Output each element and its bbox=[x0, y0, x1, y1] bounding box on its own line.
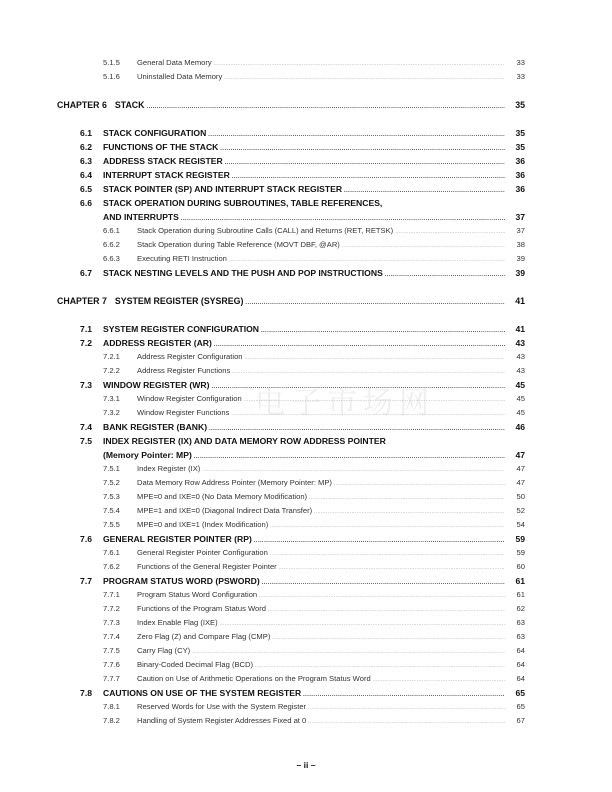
entry-number: CHAPTER 6 bbox=[57, 100, 107, 110]
entry-number: 7.5.4 bbox=[103, 506, 120, 515]
entry-title: PROGRAM STATUS WORD (PSWORD) bbox=[103, 576, 260, 586]
entry-number: 6.3 bbox=[80, 156, 92, 166]
toc-subsection-entry bbox=[103, 546, 525, 560]
toc-section-entry bbox=[60, 686, 525, 700]
entry-number: 6.6.3 bbox=[103, 254, 120, 263]
toc-section-entry bbox=[60, 434, 525, 448]
entry-title: STACK CONFIGURATION bbox=[103, 128, 207, 138]
toc-subsection-entry bbox=[103, 504, 525, 518]
dot-leader bbox=[229, 253, 505, 267]
entry-page: 59 bbox=[515, 534, 525, 544]
dot-leader bbox=[245, 296, 505, 310]
entry-number: 7.3 bbox=[80, 380, 92, 390]
entry-title: STACK POINTER (SP) AND INTERRUPT STACK REGISTER bbox=[103, 184, 343, 194]
entry-title: General Register Pointer Configuration bbox=[137, 548, 268, 557]
entry-title: Caution on Use of Arithmetic Operations on the Program Status Word bbox=[137, 674, 371, 683]
entry-page: 33 bbox=[516, 58, 525, 67]
toc-chapter-entry bbox=[57, 98, 525, 112]
dot-leader bbox=[232, 365, 505, 379]
toc-subsection-entry bbox=[103, 602, 525, 616]
entry-number: CHAPTER 7 bbox=[57, 296, 107, 306]
entry-title: ADDRESS REGISTER (AR) bbox=[103, 338, 212, 348]
entry-page: 43 bbox=[515, 338, 525, 348]
entry-number: 7.5.2 bbox=[103, 478, 120, 487]
entry-number: 7.8 bbox=[80, 688, 92, 698]
entry-number: 7.8.1 bbox=[103, 702, 120, 711]
entry-number: 7.7.1 bbox=[103, 590, 120, 599]
entry-page: 59 bbox=[516, 548, 525, 557]
toc-section-entry bbox=[60, 336, 525, 350]
toc-subsection-entry bbox=[103, 476, 525, 490]
dot-leader bbox=[385, 268, 505, 282]
toc-section-entry bbox=[60, 420, 525, 434]
entry-page: 35 bbox=[515, 142, 525, 152]
dot-leader bbox=[373, 673, 505, 687]
entry-number: 7.5 bbox=[80, 436, 92, 446]
entry-title: Zero Flag (Z) and Compare Flag (CMP) bbox=[137, 632, 271, 641]
entry-page: 39 bbox=[515, 268, 525, 278]
toc-subsection-entry bbox=[103, 658, 525, 672]
dot-leader bbox=[147, 100, 505, 114]
entry-page: 36 bbox=[515, 170, 525, 180]
toc-section-entry bbox=[60, 322, 525, 336]
entry-title: Carry Flag (CY) bbox=[137, 646, 191, 655]
entry-page: 37 bbox=[516, 226, 525, 235]
entry-page: 39 bbox=[516, 254, 525, 263]
dot-leader bbox=[270, 519, 505, 533]
toc-subsection-entry bbox=[103, 70, 525, 84]
entry-number: 6.6.1 bbox=[103, 226, 120, 235]
entry-number: 6.1 bbox=[80, 128, 92, 138]
toc-subsection-entry bbox=[103, 714, 525, 728]
entry-title: INDEX REGISTER (IX) AND DATA MEMORY ROW ADDRESS POINTER bbox=[103, 436, 386, 446]
dot-leader bbox=[279, 561, 505, 575]
toc-section-entry bbox=[60, 140, 525, 154]
entry-page: 64 bbox=[516, 646, 525, 655]
toc-section-entry bbox=[60, 182, 525, 196]
dot-leader bbox=[270, 547, 505, 561]
entry-title: GENERAL REGISTER POINTER (RP) bbox=[103, 534, 252, 544]
entry-number: 7.5.3 bbox=[103, 492, 120, 501]
entry-number: 7.7.6 bbox=[103, 660, 120, 669]
entry-page: 67 bbox=[516, 716, 525, 725]
entry-title: MPE=0 and IXE=0 (No Data Memory Modification) bbox=[137, 492, 308, 501]
entry-title: Binary-Coded Decimal Flag (BCD) bbox=[137, 660, 254, 669]
dot-leader bbox=[214, 57, 505, 71]
entry-page: 63 bbox=[516, 618, 525, 627]
entry-page: 47 bbox=[515, 450, 525, 460]
entry-page: 43 bbox=[516, 352, 525, 361]
entry-number: 6.6.2 bbox=[103, 240, 120, 249]
toc-section-entry bbox=[60, 210, 525, 224]
entry-title: Reserved Words for Use with the System Register bbox=[137, 702, 307, 711]
dot-leader bbox=[272, 631, 505, 645]
entry-title: Functions of the Program Status Word bbox=[137, 604, 267, 613]
entry-page: 60 bbox=[516, 562, 525, 571]
entry-number: 6.2 bbox=[80, 142, 92, 152]
entry-page: 61 bbox=[516, 590, 525, 599]
toc-subsection-entry bbox=[103, 490, 525, 504]
toc-subsection-entry bbox=[103, 462, 525, 476]
entry-title: Executing RETI Instruction bbox=[137, 254, 227, 263]
toc-subsection-entry bbox=[103, 56, 525, 70]
entry-number: 7.5.1 bbox=[103, 464, 120, 473]
entry-page: 64 bbox=[516, 660, 525, 669]
entry-number: 7.7.5 bbox=[103, 646, 120, 655]
entry-number: 7.7.7 bbox=[103, 674, 120, 683]
entry-page: 50 bbox=[516, 492, 525, 501]
entry-title: SYSTEM REGISTER CONFIGURATION bbox=[103, 324, 259, 334]
entry-number: 7.6.1 bbox=[103, 548, 120, 557]
dot-leader bbox=[202, 463, 505, 477]
entry-title: (Memory Pointer: MP) bbox=[103, 450, 192, 460]
dot-leader bbox=[259, 589, 505, 603]
dot-leader bbox=[334, 477, 505, 491]
entry-number: 6.5 bbox=[80, 184, 92, 194]
entry-title: Index Enable Flag (IXE) bbox=[137, 618, 218, 627]
entry-number: 6.4 bbox=[80, 170, 92, 180]
entry-page: 46 bbox=[515, 422, 525, 432]
dot-leader bbox=[224, 71, 505, 85]
entry-page: 45 bbox=[516, 394, 525, 403]
entry-title: BANK REGISTER (BANK) bbox=[103, 422, 208, 432]
entry-title: Data Memory Row Address Pointer (Memory Pointer: MP) bbox=[137, 478, 332, 487]
entry-page: 36 bbox=[515, 156, 525, 166]
dot-leader bbox=[395, 225, 505, 239]
dot-leader bbox=[314, 505, 505, 519]
entry-title: STACK bbox=[114, 100, 145, 110]
entry-title: ADDRESS STACK REGISTER bbox=[103, 156, 223, 166]
entry-page: 54 bbox=[516, 520, 525, 529]
dot-leader bbox=[245, 351, 505, 365]
toc-subsection-entry bbox=[103, 350, 525, 364]
entry-title: WINDOW REGISTER (WR) bbox=[103, 380, 210, 390]
toc-subsection-entry bbox=[103, 588, 525, 602]
entry-number: 7.6.2 bbox=[103, 562, 120, 571]
entry-number: 7.6 bbox=[80, 534, 92, 544]
entry-title: Address Register Configuration bbox=[137, 352, 243, 361]
entry-title: Uninstalled Data Memory bbox=[137, 72, 223, 81]
entry-page: 62 bbox=[516, 604, 525, 613]
entry-page: 38 bbox=[516, 240, 525, 249]
entry-page: 47 bbox=[516, 478, 525, 487]
entry-page: 52 bbox=[516, 506, 525, 515]
entry-number: 7.7.4 bbox=[103, 632, 120, 641]
entry-title: Stack Operation during Subroutine Calls (CALL) and Returns (RET, RETSK) bbox=[137, 226, 394, 235]
toc-subsection-entry bbox=[103, 644, 525, 658]
entry-number: 6.6 bbox=[80, 198, 92, 208]
entry-number: 5.1.6 bbox=[103, 72, 120, 81]
toc-subsection-entry bbox=[103, 518, 525, 532]
entry-page: 45 bbox=[516, 408, 525, 417]
toc-subsection-entry bbox=[103, 224, 525, 238]
entry-page: 63 bbox=[516, 632, 525, 641]
toc-section-entry bbox=[60, 168, 525, 182]
toc-subsection-entry bbox=[103, 364, 525, 378]
entry-title: General Data Memory bbox=[137, 58, 212, 67]
entry-title: CAUTIONS ON USE OF THE SYSTEM REGISTER bbox=[103, 688, 302, 698]
toc-subsection-entry bbox=[103, 630, 525, 644]
entry-title: Stack Operation during Table Reference (MOVT DBF, @AR) bbox=[137, 240, 340, 249]
entry-number: 7.2.1 bbox=[103, 352, 120, 361]
entry-page: 65 bbox=[515, 688, 525, 698]
entry-page: 41 bbox=[515, 324, 525, 334]
entry-page: 41 bbox=[515, 296, 525, 306]
toc-subsection-entry bbox=[103, 616, 525, 630]
entry-page: 35 bbox=[515, 100, 525, 110]
toc-chapter-entry bbox=[57, 294, 525, 308]
toc-subsection-entry bbox=[103, 252, 525, 266]
entry-number: 7.7.2 bbox=[103, 604, 120, 613]
dot-leader bbox=[342, 239, 505, 253]
entry-number: 7.3.2 bbox=[103, 408, 120, 417]
entry-title: SYSTEM REGISTER (SYSREG) bbox=[114, 296, 244, 306]
entry-title: MPE=1 and IXE=0 (Diagonal Indirect Data Transfer) bbox=[137, 506, 313, 515]
toc-subsection-entry bbox=[103, 560, 525, 574]
dot-leader bbox=[220, 617, 505, 631]
toc-subsection-entry bbox=[103, 238, 525, 252]
entry-number: 7.8.2 bbox=[103, 716, 120, 725]
entry-number: 6.7 bbox=[80, 268, 92, 278]
toc-section-entry bbox=[60, 196, 525, 210]
entry-title: Window Register Functions bbox=[137, 408, 230, 417]
entry-number: 5.1.5 bbox=[103, 58, 120, 67]
entry-page: 61 bbox=[515, 576, 525, 586]
entry-page: 43 bbox=[516, 366, 525, 375]
entry-number: 7.2 bbox=[80, 338, 92, 348]
toc-section-entry bbox=[60, 266, 525, 280]
entry-page: 45 bbox=[515, 380, 525, 390]
entry-title: FUNCTIONS OF THE STACK bbox=[103, 142, 219, 152]
entry-title: Functions of the General Register Pointer bbox=[137, 562, 277, 571]
toc-section-entry bbox=[60, 532, 525, 546]
page-number: – ii – bbox=[296, 760, 316, 770]
entry-number: 7.3.1 bbox=[103, 394, 120, 403]
entry-number: 7.7 bbox=[80, 576, 92, 586]
entry-title: AND INTERRUPTS bbox=[103, 212, 179, 222]
entry-page: 65 bbox=[516, 702, 525, 711]
entry-title: INTERRUPT STACK REGISTER bbox=[103, 170, 230, 180]
dot-leader bbox=[308, 715, 505, 729]
toc-section-entry bbox=[60, 154, 525, 168]
dot-leader bbox=[268, 603, 505, 617]
entry-page: 37 bbox=[515, 212, 525, 222]
entry-page: 35 bbox=[515, 128, 525, 138]
watermark: 电子市场网 bbox=[255, 386, 435, 421]
dot-leader bbox=[192, 645, 505, 659]
dot-leader bbox=[255, 659, 505, 673]
toc-section-entry bbox=[60, 448, 525, 462]
entry-page: 36 bbox=[515, 184, 525, 194]
entry-number: 7.7.3 bbox=[103, 618, 120, 627]
dot-leader bbox=[308, 701, 505, 715]
entry-title: MPE=0 and IXE=1 (Index Modification) bbox=[137, 520, 269, 529]
entry-title: STACK OPERATION DURING SUBROUTINES, TABLE REFERENCES, bbox=[103, 198, 383, 208]
entry-number: 7.5.5 bbox=[103, 520, 120, 529]
toc-section-entry bbox=[60, 126, 525, 140]
entry-title: Window Register Configuration bbox=[137, 394, 242, 403]
toc-subsection-entry bbox=[103, 672, 525, 686]
entry-title: Program Status Word Configuration bbox=[137, 590, 258, 599]
entry-number: 7.1 bbox=[80, 324, 92, 334]
entry-title: Handling of System Register Addresses Fixed at 0 bbox=[137, 716, 307, 725]
entry-page: 47 bbox=[516, 464, 525, 473]
entry-title: STACK NESTING LEVELS AND THE PUSH AND POP INSTRUCTIONS bbox=[103, 268, 383, 278]
entry-title: Address Register Functions bbox=[137, 366, 231, 375]
entry-page: 64 bbox=[516, 674, 525, 683]
entry-page: 33 bbox=[516, 72, 525, 81]
entry-title: Index Register (IX) bbox=[137, 464, 201, 473]
toc-subsection-entry bbox=[103, 700, 525, 714]
dot-leader bbox=[309, 491, 505, 505]
toc-section-entry bbox=[60, 574, 525, 588]
entry-number: 7.2.2 bbox=[103, 366, 120, 375]
entry-number: 7.4 bbox=[80, 422, 92, 432]
